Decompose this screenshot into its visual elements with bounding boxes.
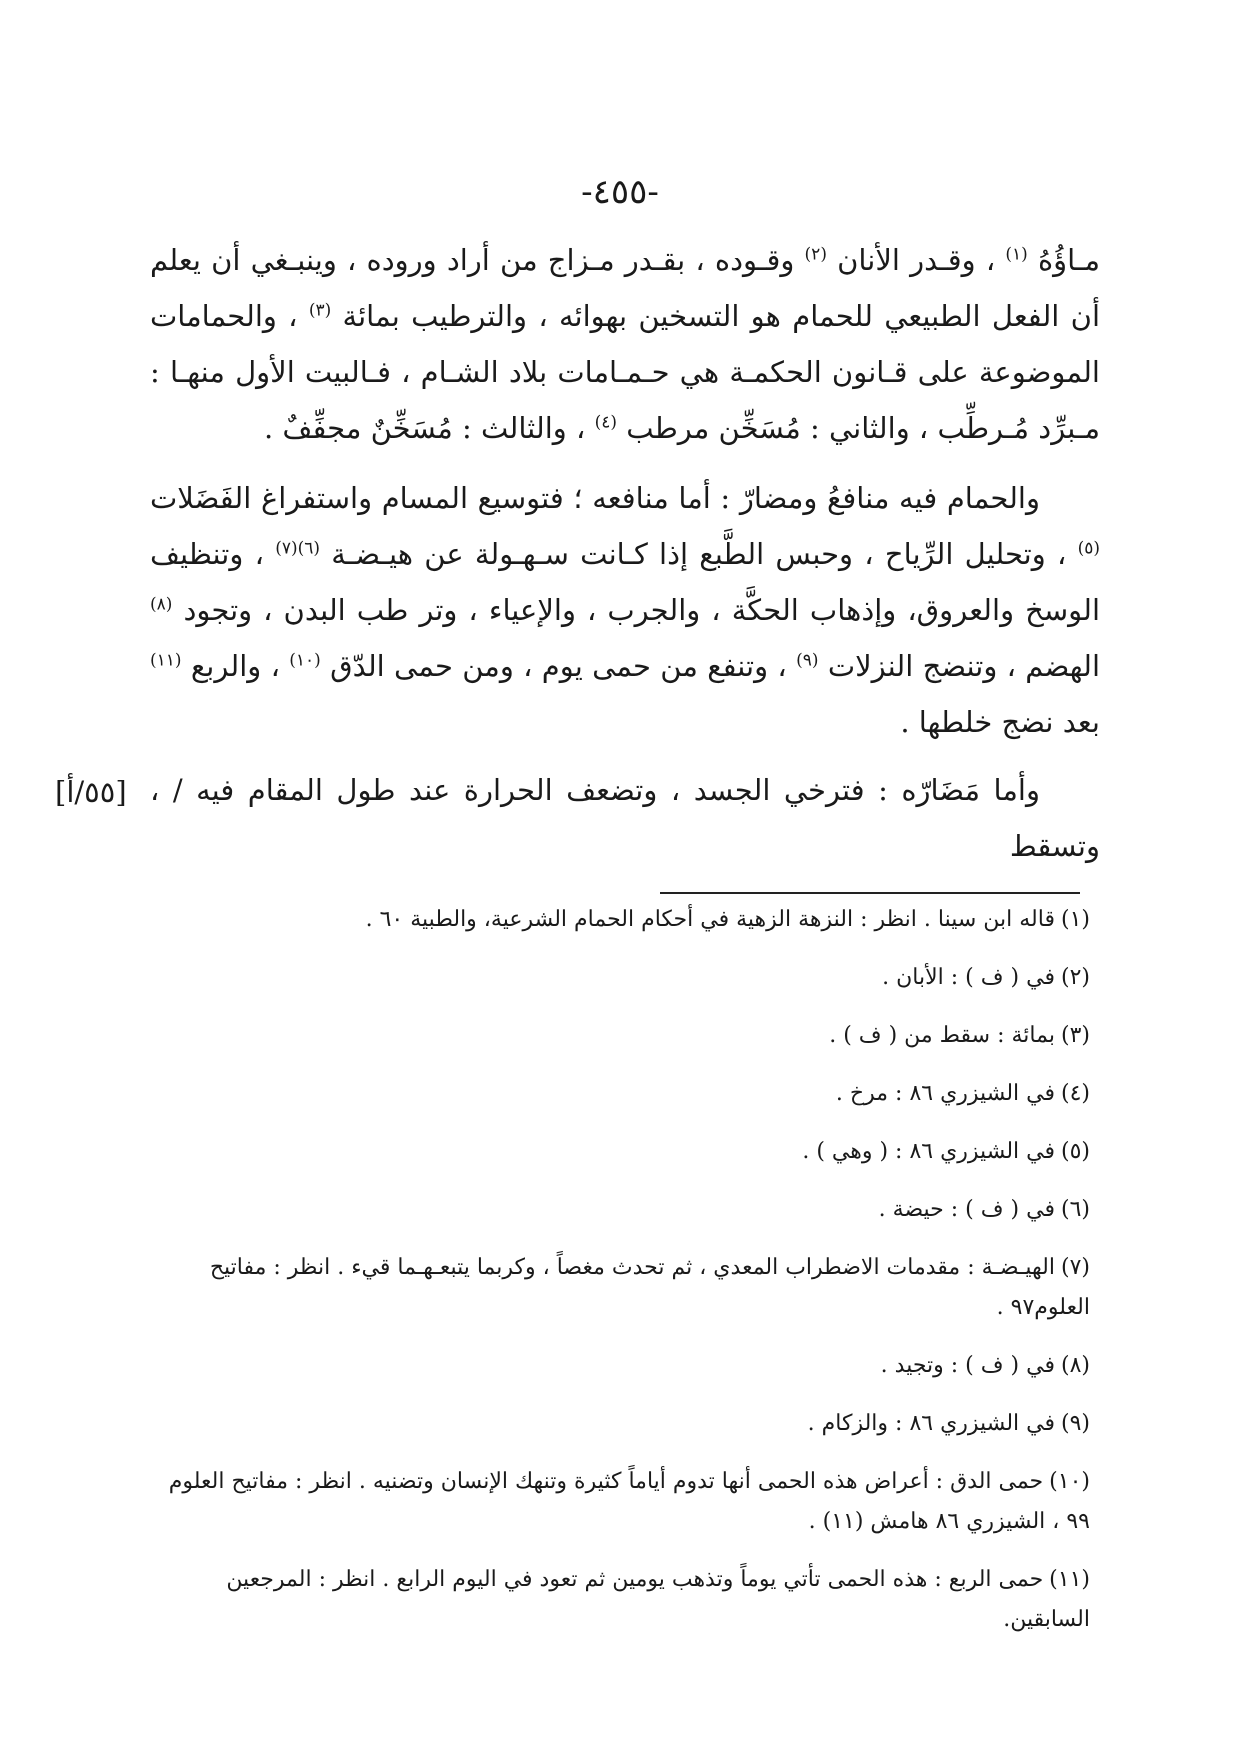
footnote-text: في الشيزري ٨٦ : مرخ . <box>835 1081 1055 1106</box>
footnote-text: حمى الدق : أعراض هذه الحمى أنها تدوم أياماً كثيرة وتنهك الإنسان وتضنيه . انظر : مفاتيح العلوم ٩٩ ، الشيزري ٨٦ هامش (١١) . <box>168 1469 1090 1534</box>
footnote-text: قاله ابن سينا . انظر : النزهة الزهية في أحكام الحمام الشرعية، والطبية ٦٠ . <box>365 907 1055 932</box>
text-segment: ، وقـدر الأنان <box>837 243 996 277</box>
footnote <box>140 1560 1090 1640</box>
footnote <box>140 1190 1090 1230</box>
footnote-number: (٥) <box>1060 1139 1090 1164</box>
footnote-number: (٤) <box>1060 1081 1090 1106</box>
footnote-number: (٩) <box>1060 1411 1090 1436</box>
main-text <box>150 232 1100 874</box>
footnote-number: (١١) <box>1049 1567 1090 1592</box>
footnote-ref: (١٠) <box>289 650 321 671</box>
footnote-divider <box>660 892 1080 894</box>
text-segment: ، وتنظيف الوسخ والعروق، وإذهاب الحكَّة ، والجرب ، والإعياء ، وتر طب البدن ، وتجود <box>150 537 1100 627</box>
footnote <box>140 1016 1090 1056</box>
footnote-text: في ( ف ) : حيضة . <box>878 1197 1055 1222</box>
text-segment: ، والربع <box>190 649 280 683</box>
page-number: -٤٥٥- <box>581 172 659 212</box>
text-segment: وقـوده ، بقـدر مـزاج من أراد وروده ، وينبـغي أن يعلم أن الفعل الطبيعي للحمام هو التسخين بهوائه ، والترطيب بمائة <box>150 243 1100 333</box>
footnote-ref: (٨) <box>150 594 173 615</box>
footnote-ref: (٥) <box>1077 538 1101 559</box>
footnote-text: حمى الربع : هذه الحمى تأتي يوماً وتذهب يومين ثم تعود في اليوم الرابع . انظر : المرجعين السابقين. <box>226 1567 1090 1632</box>
footnote-text: في ( ف ) : الأبان . <box>882 965 1055 990</box>
text-segment: مـاؤُهُ <box>1037 243 1101 277</box>
footnote <box>140 1074 1090 1114</box>
footnote <box>140 958 1090 998</box>
paragraph-1 <box>150 232 1100 456</box>
footnote-number: (٨) <box>1060 1353 1090 1378</box>
footnote-ref: (٩) <box>796 650 819 671</box>
footnote-number: (١٠) <box>1049 1469 1090 1494</box>
footnote-ref: (٢) <box>804 244 827 265</box>
footnote-ref: (٦) <box>297 538 321 559</box>
footnote-ref: (١) <box>1005 244 1028 265</box>
text-segment: بعد نضج خلطها . <box>900 705 1100 739</box>
footnote-number: (٢) <box>1060 965 1090 990</box>
footnote-text: في ( ف ) : وتجيد . <box>880 1353 1055 1378</box>
text-segment: ، والثالث : مُسَخِّنٌ مجفِّفٌ . <box>264 411 586 445</box>
footnote-text: الهيـضـة : مقدمات الاضطراب المعدي ، ثم تحدث مغصاً ، وكربما يتبعـهـما قيء . انظر : مفاتيح العلوم٩٧ . <box>209 1255 1090 1320</box>
footnote <box>140 1248 1090 1328</box>
footnote-ref: (٧) <box>275 538 298 559</box>
footnote-text: في الشيزري ٨٦ : والزكام . <box>807 1411 1055 1436</box>
footnote-number: (٧) <box>1060 1255 1090 1280</box>
paragraph-3 <box>150 762 1100 874</box>
footnote <box>140 900 1090 940</box>
text-segment: ، وتنفع من حمى يوم ، ومن حمى الدّق <box>330 649 787 683</box>
footnote-number: (٦) <box>1060 1197 1090 1222</box>
text-segment: ، والحمامات الموضوعة على قـانون الحكمـة هي حـمـامات بلاد الشـام ، فـالبيت الأول منهـا : مـبرِّد مُـرطِّب ، والثاني : مُسَخِّن مرطب <box>150 299 1100 445</box>
paragraph-2 <box>150 470 1100 750</box>
footnote <box>140 1132 1090 1172</box>
footnote <box>140 1346 1090 1386</box>
footnote <box>140 1404 1090 1444</box>
footnote-ref: (٤) <box>594 412 618 433</box>
footnote-ref: (٣) <box>308 300 332 321</box>
footnotes <box>140 900 1090 1658</box>
footnote <box>140 1462 1090 1542</box>
footnote-text: في الشيزري ٨٦ : ( وهي ) . <box>802 1139 1055 1164</box>
footnote-text: بمائة : سقط من ( ف ) . <box>829 1023 1055 1048</box>
text-segment: الهضم ، وتنضج النزلات <box>827 649 1101 683</box>
footnote-number: (٣) <box>1060 1023 1090 1048</box>
text-segment: وأما مَضَارّه : فترخي الجسد ، وتضعف الحرارة عند طول المقام فيه / ، وتسقط <box>150 773 1100 863</box>
text-segment: ، وتحليل الرِّياح ، وحبس الطَّبع إذا كـانت سـهـولة عن هيـضـة <box>331 537 1067 571</box>
text-segment: والحمام فيه منافعُ ومضارّ : أما منافعه ؛ فتوسيع المسام واستفراغ الفَضَلات <box>150 481 1040 515</box>
footnote-ref: (١١) <box>150 650 182 671</box>
footnote-number: (١) <box>1060 907 1090 932</box>
folio-marker: [٥٥/أ] <box>55 775 127 809</box>
